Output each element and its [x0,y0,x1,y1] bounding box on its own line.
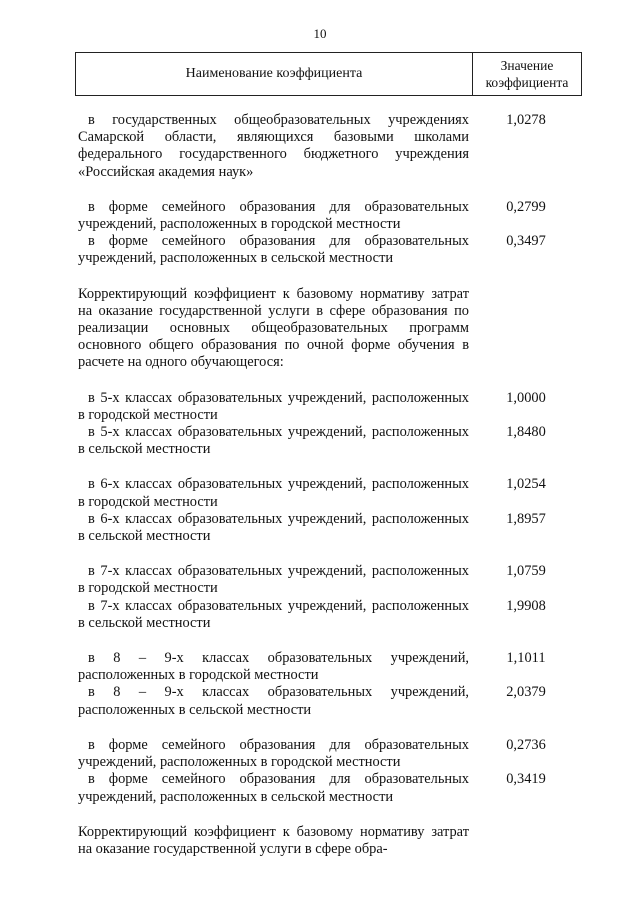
page-number: 10 [313,26,327,41]
section-heading: Корректирующий коэффициент к базовому нормативу затрат на оказание государственной услуги в сфере образования по реализации основных общеобразовательных программ основного общего образования по очной форме обучения в расчете на одного обучающегося: [78,285,469,371]
row-text: в форме семейного образования для образовательных учреждений, расположенных в сельской местности [78,771,469,805]
header-value-line1: Значение [500,58,554,73]
row-value: 1,0254 [506,476,546,493]
row-text: в 6-х классах образовательных учреждений, расположенных в городской местности [78,476,469,510]
table-header [75,52,582,96]
row-value [469,286,583,372]
row-text: в 6-х классах образовательных учреждений, расположенных в сельской местности [78,510,469,545]
row-value: 1,8480 [506,424,546,441]
table-row [78,650,583,684]
row-text: в 7-х классах образовательных учреждений, расположенных в городской местности [78,563,469,597]
row-text: в 8 – 9-х классах образовательных учреждений, расположенных в сельской местности [78,684,469,718]
header-name-column: Наименование коэффициента [76,53,473,95]
row-text: в форме семейного образования для образовательных учреждений, расположенных в городской местности [78,198,469,233]
header-value-line2: коэффициента [485,75,569,90]
row-text: в 7-х классах образовательных учреждений, расположенных в сельской местности [78,597,469,631]
row-text: в государственных общеобразовательных учреждениях Самарской области, являющихся базовыми школами федерального государственного бюджетного учреждения «Российская академия наук» [78,112,469,180]
table-row [78,476,583,510]
table-row [78,199,583,233]
row-value: 0,2736 [506,736,546,753]
row-text: в 5-х классах образовательных учреждений, расположенных в городской местности [78,389,469,423]
header-value-column [473,53,581,95]
row-value: 0,3497 [506,233,546,250]
table-row [78,563,583,597]
row-value: 1,0278 [506,112,546,128]
table-row [78,112,583,181]
row-text: в 5-х классах образовательных учреждений, расположенных в сельской местности [78,424,469,458]
coefficient-list [78,112,583,858]
table-row [78,737,583,771]
row-value: 1,0759 [506,563,546,580]
row-text: в форме семейного образования для образовательных учреждений, расположенных в сельской местности [78,233,469,267]
row-value: 1,0000 [506,389,546,406]
table-row [78,598,583,632]
table-row [78,390,583,424]
section-heading-row [78,286,583,372]
table-row [78,511,583,545]
section-heading: Корректирующий коэффициент к базовому нормативу затрат на оказание государственной услуги в сфере обра- [78,823,469,857]
row-value: 0,3419 [506,771,546,788]
table-row [78,684,583,718]
row-value: 0,2799 [506,198,546,215]
row-value [469,824,583,858]
row-value: 1,1011 [506,650,546,667]
section-heading-row [78,824,583,858]
row-text: в форме семейного образования для образовательных учреждений, расположенных в городской местности [78,736,469,771]
table-row [78,771,583,805]
row-value: 1,8957 [506,510,546,527]
row-text: в 8 – 9-х классах образовательных учреждений, расположенных в городской местности [78,650,469,684]
table-row [78,424,583,458]
table-row [78,233,583,267]
row-value: 1,9908 [506,597,546,614]
row-value: 2,0379 [506,684,546,701]
